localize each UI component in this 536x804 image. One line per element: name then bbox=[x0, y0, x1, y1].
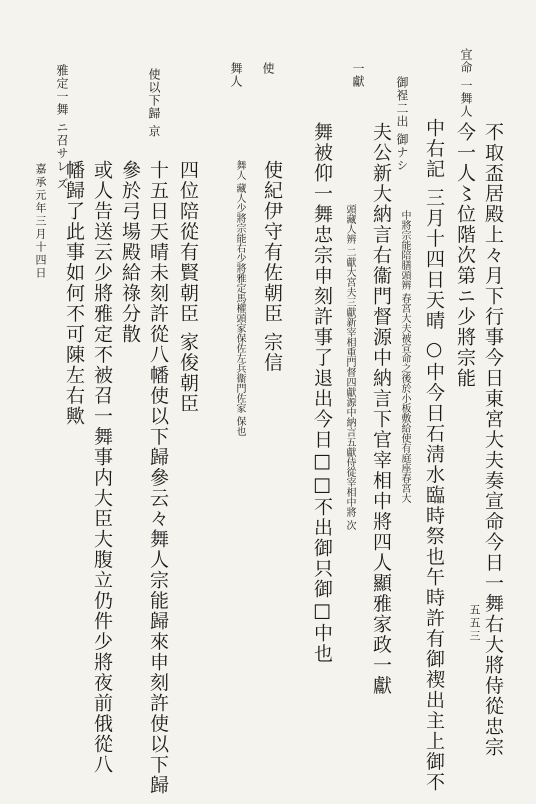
footer-date: 嘉承元年三月十四日 bbox=[34, 163, 47, 280]
header-note-3: 一獻 bbox=[351, 62, 365, 88]
text-line-8: 使紀伊守有佐朝臣 宗信 bbox=[261, 160, 283, 373]
text-line-12: 參於弓場殿給祿分散 bbox=[119, 160, 141, 345]
text-line-4: 中將宗能陪膳頭辨 春宮大夫被宣命之後於小板敷給使有庭座春宮大 bbox=[399, 210, 410, 504]
text-line-3: 中右記 三月十四日天晴 ○中今日石淸水臨時祭也午時許有御禊出主上御不 bbox=[423, 118, 445, 793]
header-note-2: 御䄇二出 御ナシ bbox=[395, 76, 409, 172]
text-line-6: 頭藏人辨 二獻大宮夫三獻新宰相重門督四獻源中納言五獻侍從宰相中將 次 bbox=[344, 204, 355, 531]
header-note-6: 使以下歸 京 bbox=[147, 68, 161, 138]
text-line-5: 夫公新大納言右衞門督源中納言下官宰相中將四人顯雅家政一獻 bbox=[370, 122, 392, 696]
text-line-14: 幡歸了此事如何不可陳左右歟 bbox=[63, 160, 85, 427]
header-note-1: 宜命 一舞人 bbox=[459, 48, 473, 118]
header-note-7: 雅定一舞 ニ召サレ ズ bbox=[55, 64, 69, 191]
page-number: 五五三 bbox=[468, 604, 481, 643]
text-line-10: 四位陪從有賢朝臣 家俊朝臣 bbox=[177, 160, 199, 414]
text-line-1: 不取盃居殿上々月下行事今日東宮大夫奏宣命今日一舞右大將侍從忠宗 bbox=[482, 122, 504, 758]
text-line-2: 今一人〻位階次第ニ少將宗能 bbox=[454, 122, 476, 389]
header-note-5: 舞人 bbox=[229, 62, 243, 88]
text-line-11: 十五日天晴未刻許從八幡使以下歸參云々舞人宗能歸來申刻許使以下歸 bbox=[147, 160, 169, 796]
text-line-13: 或人告送云少將雅定不被召一舞事内大臣大腹立仍件少將夜前俄從八 bbox=[91, 160, 113, 775]
text-line-9: 舞人 藏人少將宗能右少將雅定馬權頭家保佐左兵衞門佐家 保也 bbox=[234, 160, 245, 437]
header-note-4: 使 bbox=[261, 62, 275, 75]
text-line-7: 舞被仰一舞忠宗申刻許事了退出今日□□不出御只御□中也 bbox=[311, 122, 333, 664]
